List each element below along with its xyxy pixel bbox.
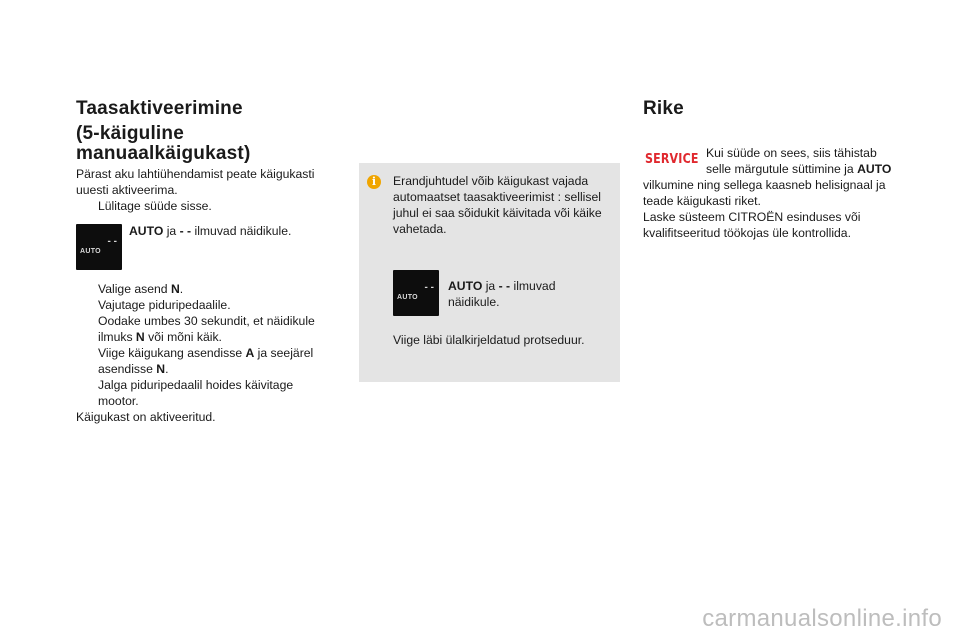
intro-line1: Pärast aku lahtiühendamist peate käigukasti	[76, 167, 315, 181]
info-footer: Viige läbi ülalkirjeldatud protseduur.	[393, 333, 585, 347]
section-subtitle-line2: manuaalkäigukast)	[76, 143, 251, 164]
display-dash: - -	[424, 282, 434, 293]
gearbox-display-image	[393, 270, 439, 316]
caption-auto: AUTO	[129, 224, 164, 238]
step-item: Oodake umbes 30 sekundit, et näidikule ilmuks N või mõni käik.	[98, 314, 315, 344]
fault-text: Kui süüde on sees, siis tähistab selle märgutule süttimine ja AUTO vilkumine ning sellega kaasneb helisignaal ja teade käigukasti riket. Laske süsteem CITROËN esinduses või kvalifitseeritud töökojas üle kontrollida.	[643, 146, 892, 240]
closing-text: Käigukast on aktiveeritud.	[76, 410, 216, 424]
gearbox-display-image	[76, 224, 122, 270]
caption-dash: - -	[179, 224, 192, 238]
info-box	[359, 163, 620, 382]
service-label: SERVICE	[645, 151, 699, 167]
left-column	[76, 98, 336, 214]
display-dash: - -	[107, 236, 117, 247]
step-item: Viige käigukang asendisse A ja seejärel asendisse N.	[98, 346, 314, 376]
display-auto: AUTO	[397, 294, 418, 301]
section-subtitle-line1: (5-käiguline	[76, 123, 184, 144]
step-ignition-on	[76, 198, 336, 214]
info-icon: i	[367, 175, 381, 189]
steps-list	[76, 281, 336, 425]
display-auto: AUTO	[80, 248, 101, 255]
display-caption: AUTO ja - - ilmuvad näidikule.	[448, 279, 556, 309]
step-text: Lülitage süüde sisse.	[98, 199, 212, 213]
watermark-text: carmanualsonline.info	[702, 605, 942, 632]
section-title: Taasaktiveerimine	[76, 98, 243, 119]
intro-line2: uuesti aktiveerima.	[76, 183, 178, 197]
step-item: Valige asend N.	[98, 282, 184, 296]
info-text: Erandjuhtudel võib käigukast vajada automaatset taasaktiveerimist : sellisel juhul ei saa sõidukit käivitada või käike vahetada.	[393, 174, 602, 236]
display-caption: AUTO ja - - ilmuvad näidikule.	[129, 224, 292, 238]
step-item: Vajutage piduripedaalile.	[98, 298, 231, 312]
fault-title: Rike	[643, 98, 684, 119]
step-item: Jalga piduripedaalil hoides käivitage mootor.	[98, 378, 294, 408]
